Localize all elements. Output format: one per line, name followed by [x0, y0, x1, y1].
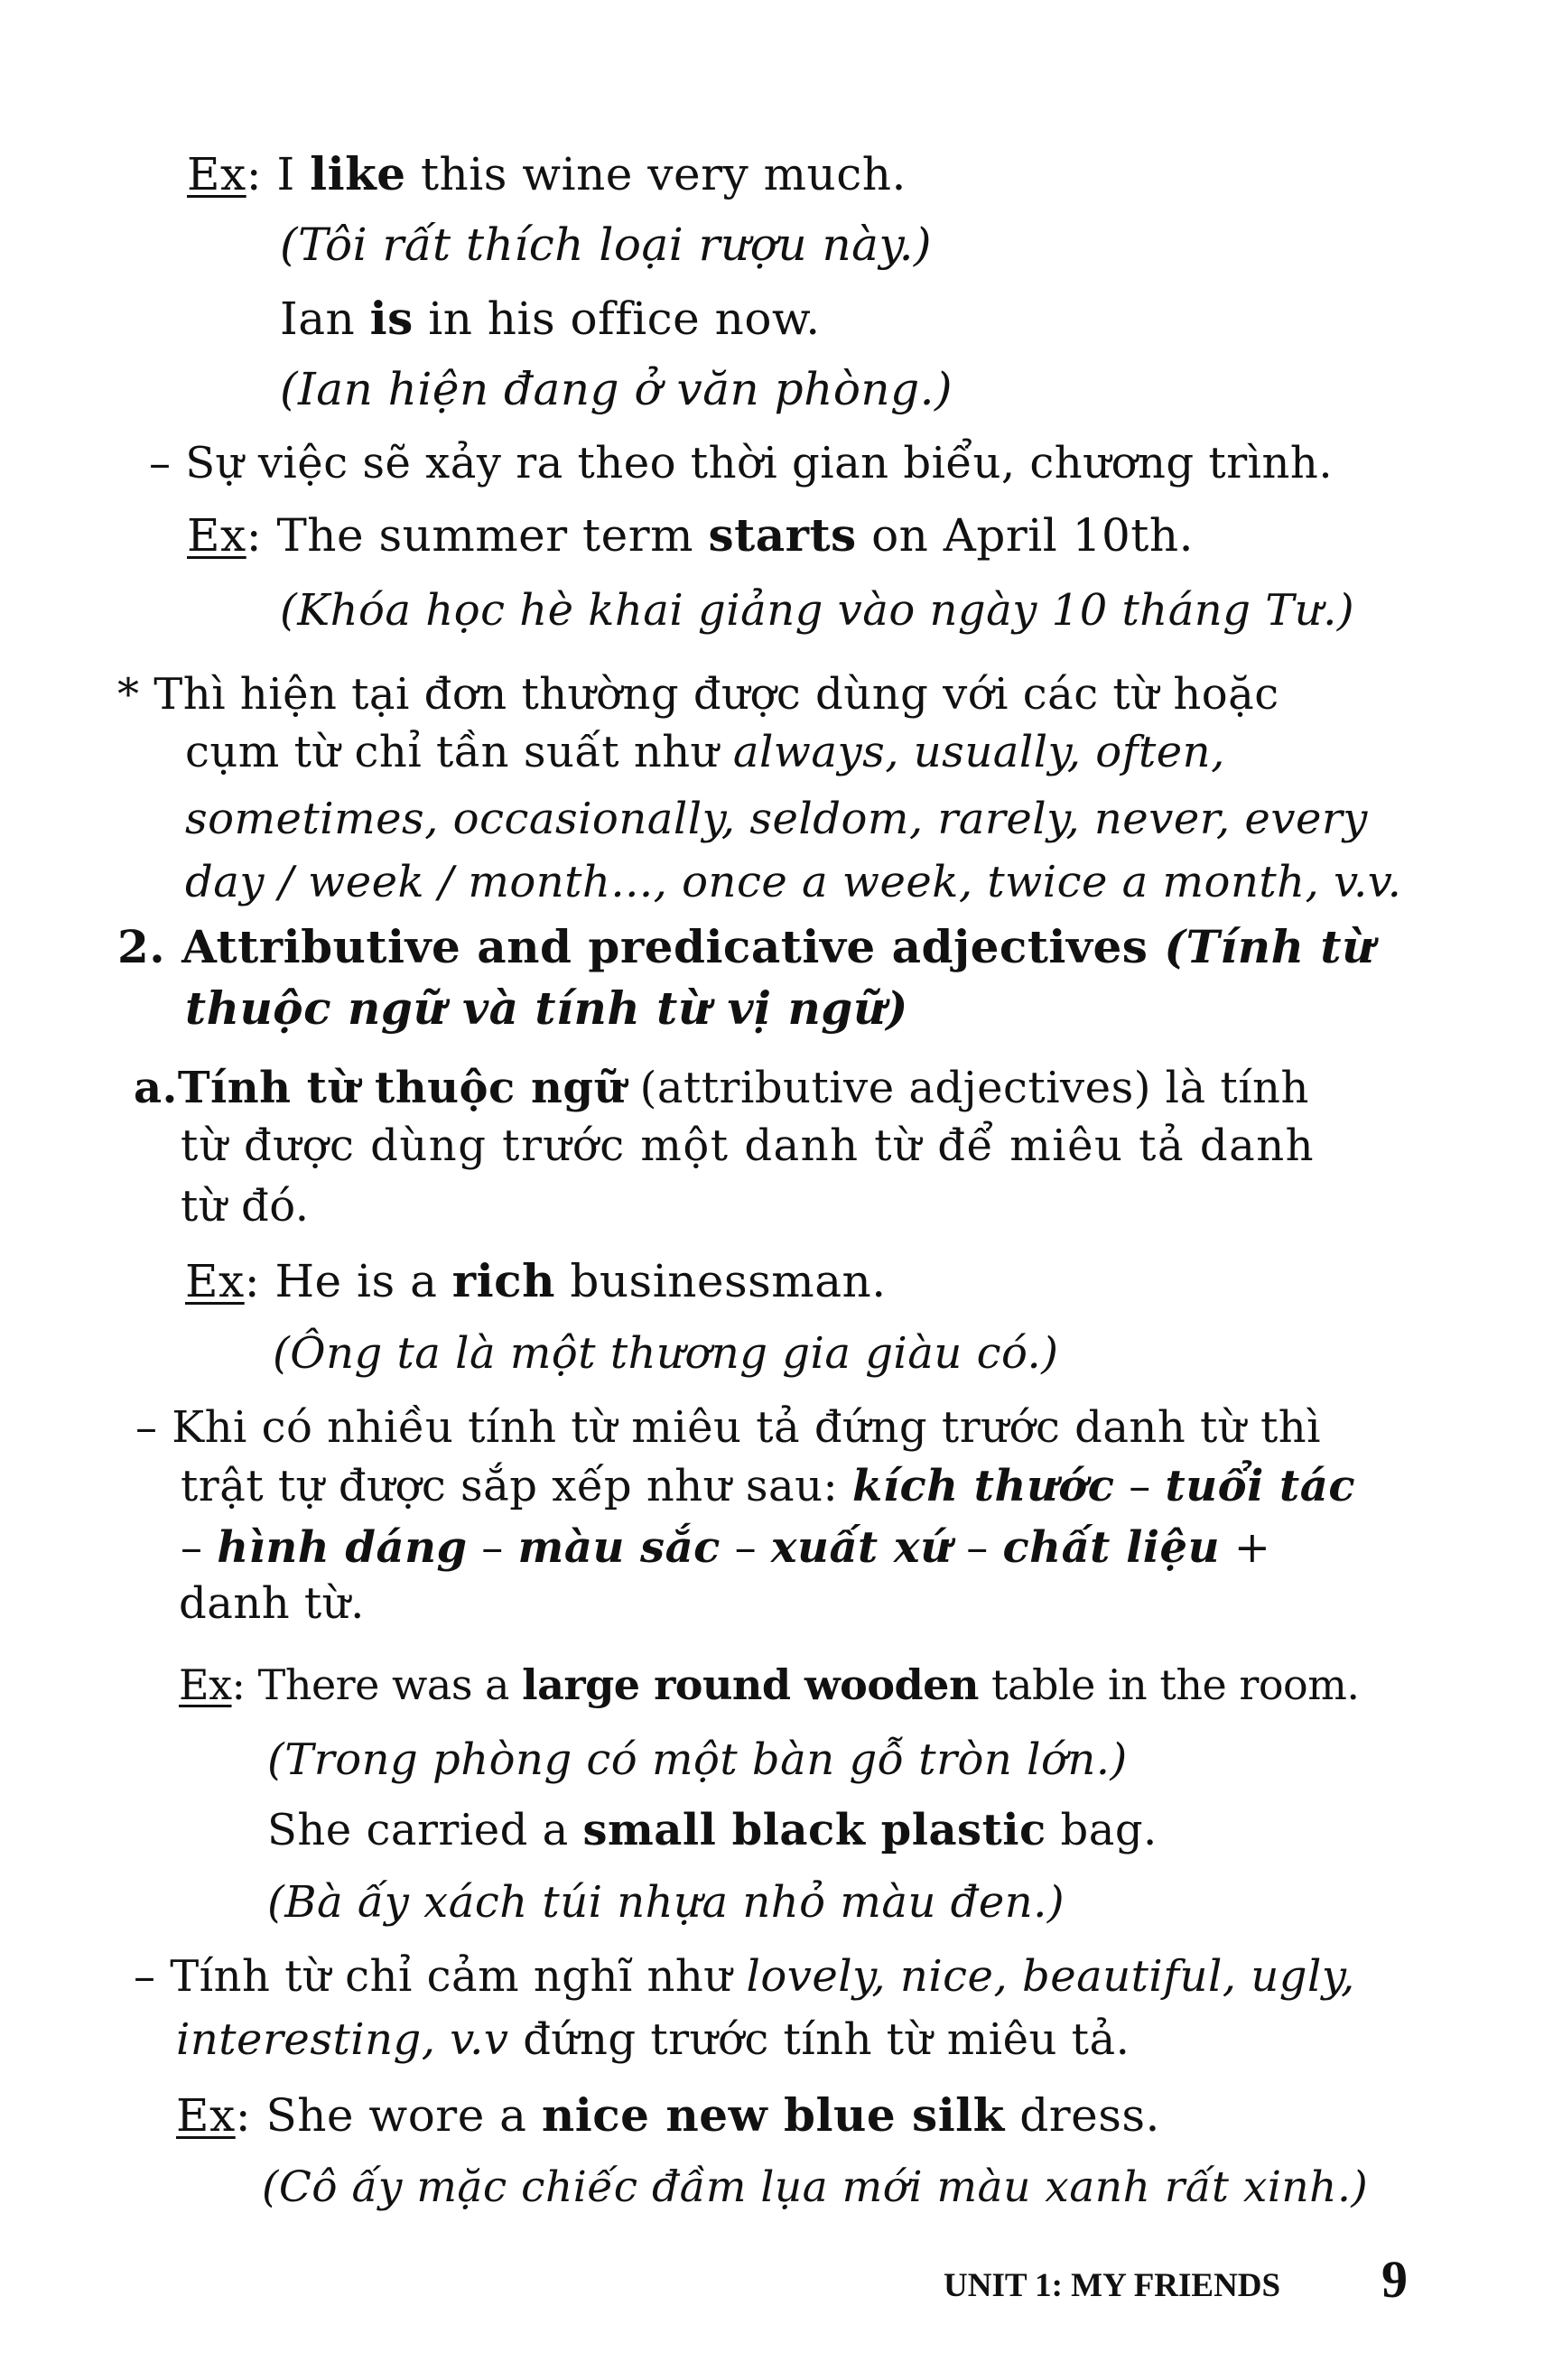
example-label: Ex	[187, 509, 246, 562]
page-number: 9	[1381, 2250, 1408, 2309]
example-label: Ex	[176, 2089, 236, 2142]
note-line: * Thì hiện tại đơn thường được dùng với các từ hoặc	[117, 669, 1279, 720]
bold-term: large round wooden	[522, 1660, 979, 1709]
subsection-line: a.Tính từ thuộc ngữ (attributive adjectives) là tính	[134, 1063, 1309, 1113]
example-line: Ex: She wore a nice new blue silk dress.	[176, 2088, 1160, 2142]
rule-bullet: – Tính từ chỉ cảm nghĩ như lovely, nice, beautiful, ugly,	[134, 1951, 1355, 2002]
bold-term: starts	[708, 508, 857, 562]
bold-term: like	[310, 147, 406, 200]
note-line: day / week / month..., once a week, twice a month, v.v.	[185, 857, 1402, 907]
section-number: 2.	[117, 920, 166, 973]
example-sentence: Ian is in his office now.	[280, 292, 821, 345]
note-line: cụm từ chỉ tần suất như always, usually, often,	[185, 727, 1225, 777]
translation-line: (Ông ta là một thương gia giàu có.)	[273, 1328, 1059, 1379]
body-line: interesting, v.v đứng trước tính từ miêu tả.	[176, 2014, 1130, 2065]
translation-line: (Ian hiện đang ở văn phòng.)	[280, 363, 953, 415]
translation-line: (Khóa học hè khai giảng vào ngày 10 tháng Tư.)	[280, 585, 1355, 636]
example-line: Ex: There was a large round wooden table in the room.	[179, 1660, 1360, 1709]
example-line: Ex: The summer term starts on April 10th.	[187, 508, 1194, 562]
bold-term: rich	[451, 1254, 555, 1307]
note-line: sometimes, occasionally, seldom, rarely, never, every	[185, 794, 1368, 844]
body-line: từ được dùng trước một danh từ để miêu tả danh	[181, 1120, 1316, 1171]
bold-term: nice new blue silk	[541, 2088, 1005, 2142]
body-line: – hình dáng – màu sắc – xuất xứ – chất liệu +	[181, 1522, 1271, 1573]
section-heading: 2. Attributive and predicative adjectives (Tính từ	[117, 920, 1375, 973]
translation-line: (Tôi rất thích loại rượu này.)	[280, 218, 932, 271]
example-line: Ex: I like this wine very much.	[187, 147, 907, 200]
section-heading: thuộc ngữ và tính từ vị ngữ)	[185, 981, 908, 1035]
bold-term: small black plastic	[582, 1805, 1046, 1855]
example-label: Ex	[187, 148, 246, 200]
example-label: Ex	[185, 1255, 245, 1307]
body-line: danh từ.	[179, 1578, 365, 1629]
translation-line: (Trong phòng có một bàn gỗ tròn lớn.)	[267, 1734, 1128, 1785]
bold-term: is	[369, 292, 414, 345]
rule-bullet: – Khi có nhiều tính từ miêu tả đứng trước danh từ thì	[135, 1402, 1322, 1453]
body-line: trật tự được sắp xếp như sau: kích thước – tuổi tác	[181, 1461, 1356, 1511]
rule-bullet: – Sự việc sẽ xảy ra theo thời gian biểu, chương trình.	[149, 438, 1334, 488]
example-line: Ex: He is a rich businessman.	[185, 1254, 887, 1307]
running-footer: UNIT 1: MY FRIENDS	[944, 2267, 1281, 2304]
subsection-label: a.	[134, 1063, 178, 1113]
bold-term: Tính từ thuộc ngữ	[177, 1063, 626, 1113]
translation-line: (Bà ấy xách túi nhựa nhỏ màu đen.)	[267, 1877, 1065, 1928]
translation-line: (Cô ấy mặc chiếc đầm lụa mới màu xanh rất xinh.)	[262, 2162, 1369, 2212]
body-line: từ đó.	[181, 1181, 310, 1232]
example-sentence: She carried a small black plastic bag.	[267, 1805, 1158, 1855]
example-label: Ex	[179, 1660, 232, 1709]
